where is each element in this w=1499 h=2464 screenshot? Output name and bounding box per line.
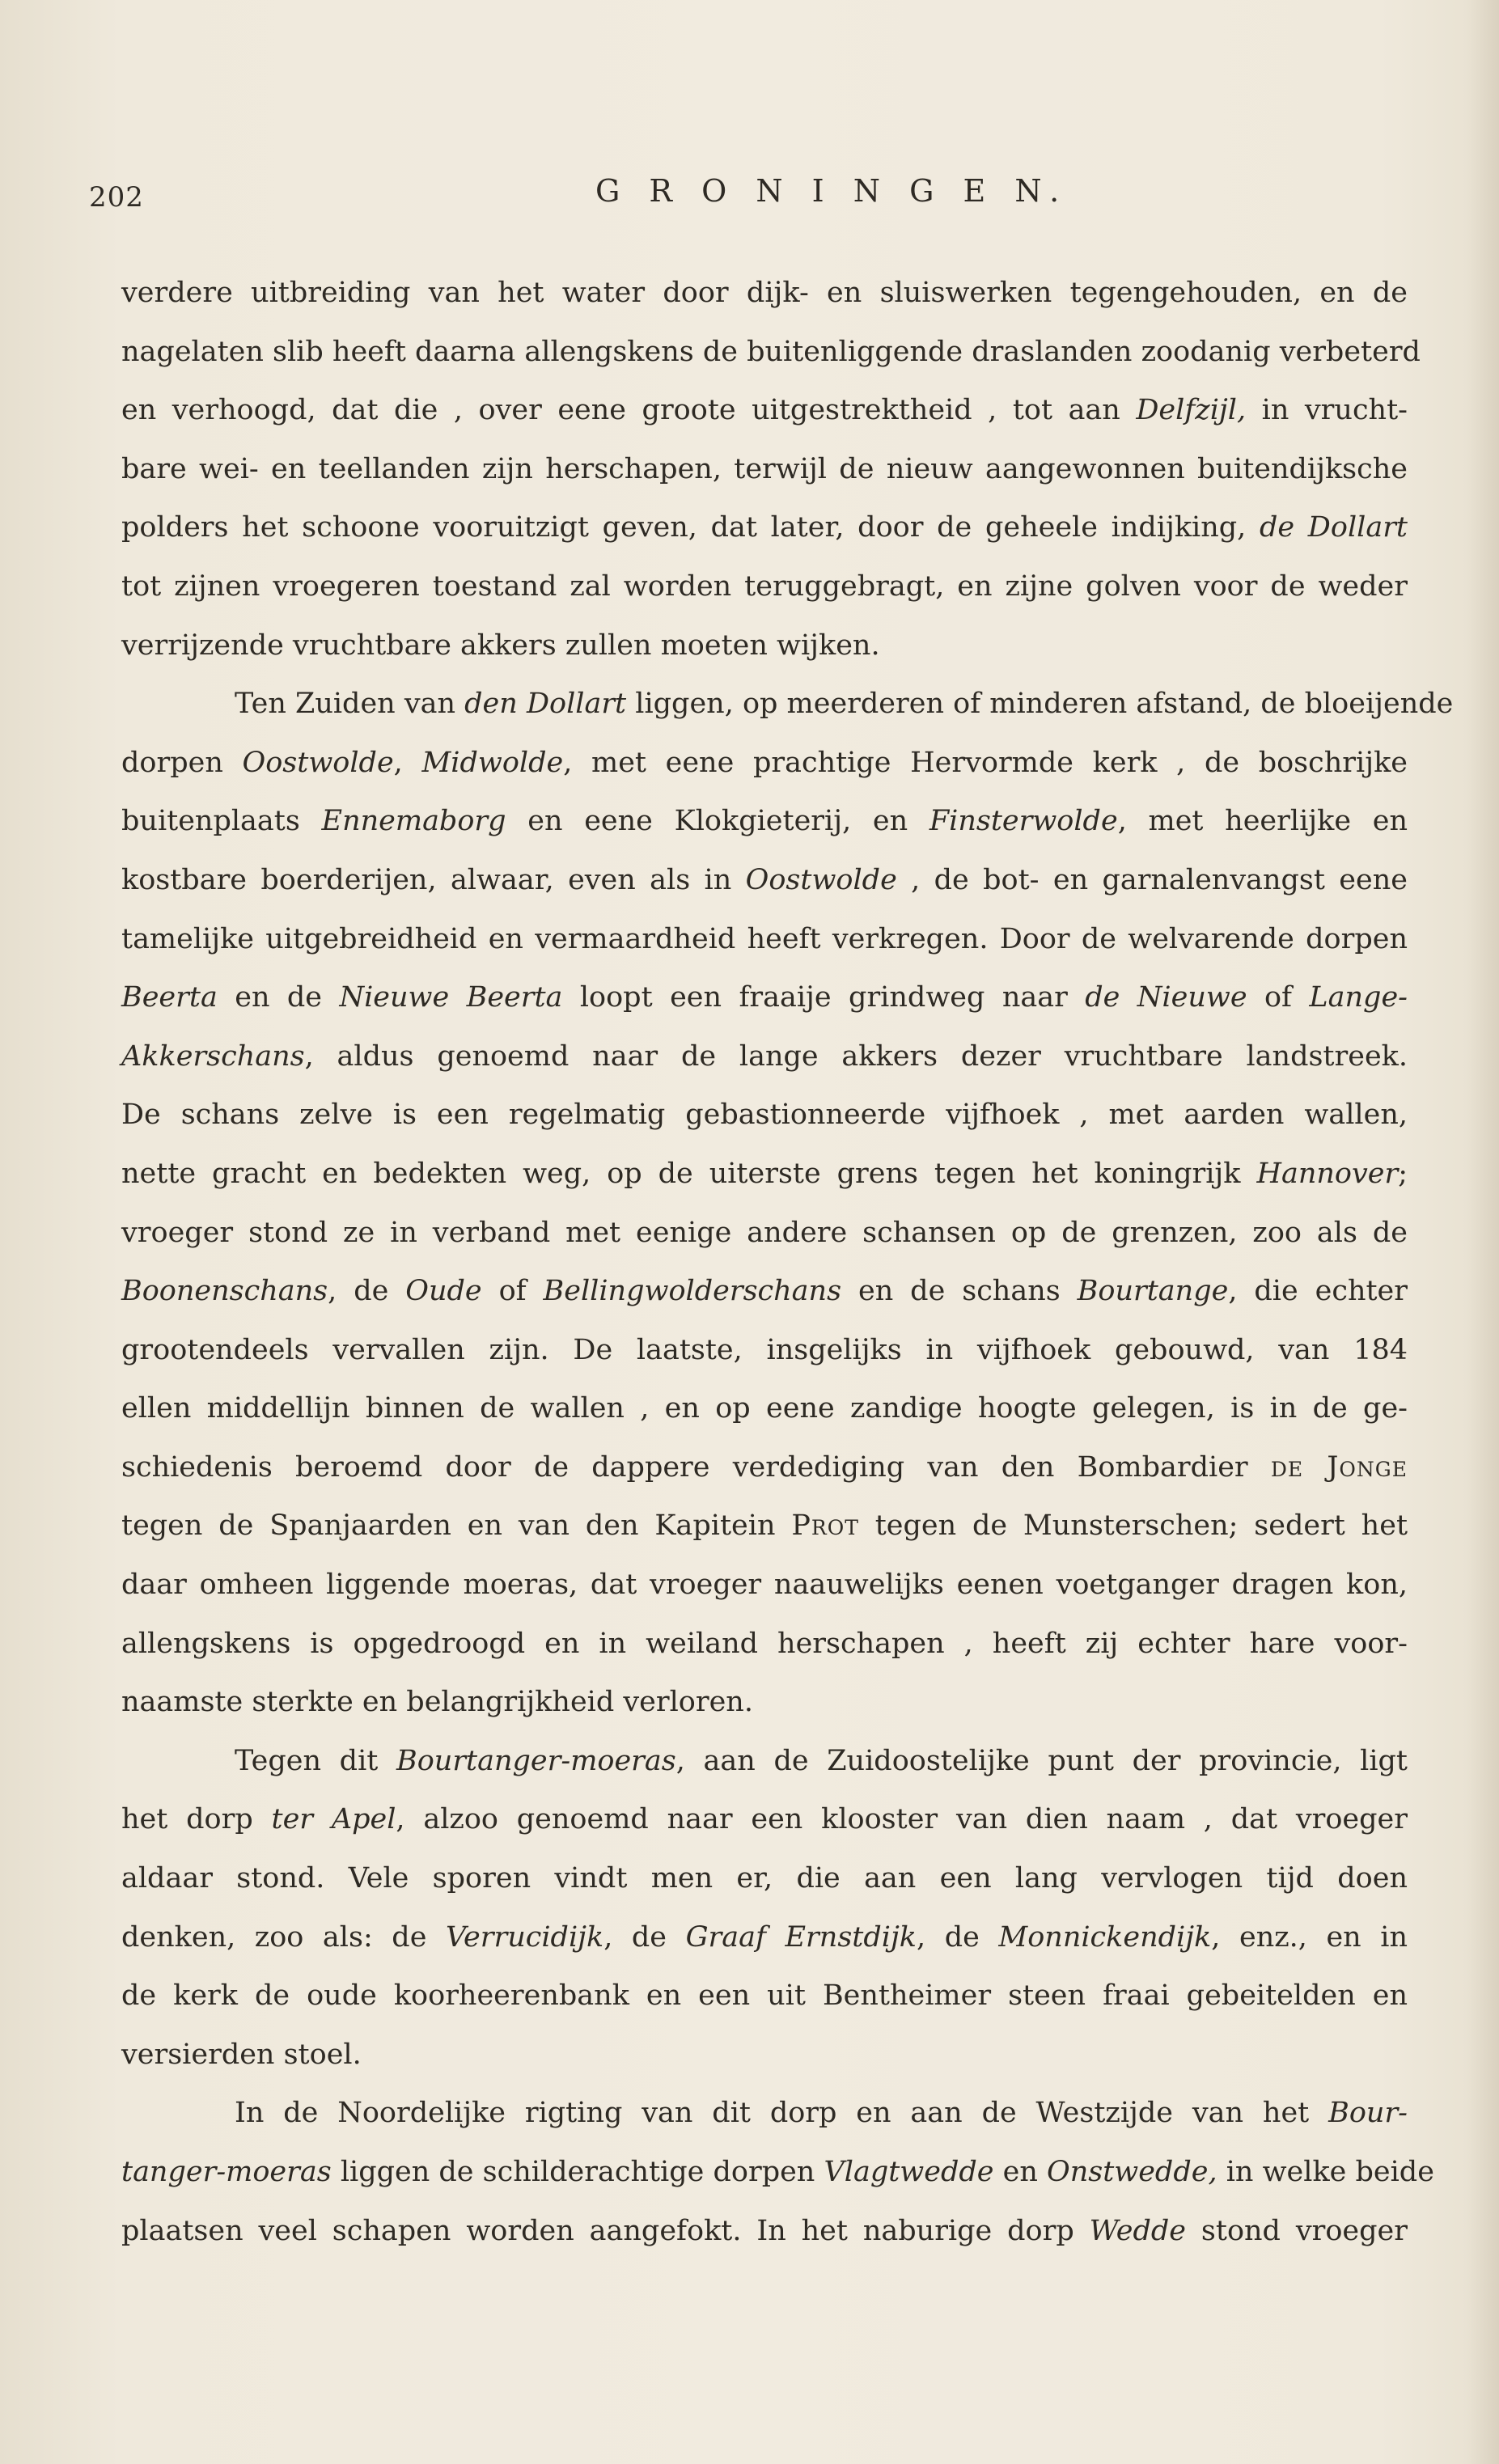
page-number: 202 [89,181,144,214]
text-line: daar omheen liggende moeras, dat vroeger naauwelijks eenen voetganger dragen kon, [121,1569,1408,1602]
text-line: grootendeels vervallen zijn. De laatste, insgelijks in vijfhoek gebouwd, van 184 [121,1333,1408,1366]
text-line: vroeger stond ze in verband met eenige andere schansen op de grenzen, zoo als de [121,1216,1408,1249]
text-line: nette gracht en bedekten weg, op de uiterste grens tegen het koningrijk Hannover; [121,1157,1408,1190]
text-line: In de Noordelijke rigting van dit dorp en aan de Westzijde van het Bour- [235,2097,1408,2130]
text-line: versierden stoel. [121,2038,362,2071]
text-line: Akkerschans, aldus genoemd naar de lange akkers dezer vruchtbare landstreek. [121,1039,1408,1073]
text-line: De schans zelve is een regelmatig gebastionneerde vijfhoek , met aarden wallen, [121,1099,1408,1132]
text-line: kostbare boerderijen, alwaar, even als in Oostwolde , de bot- en garnalenvangst eene [121,863,1408,896]
text-line: aldaar stond. Vele sporen vindt men er, die aan een lang vervlogen tijd doen [121,1862,1408,1895]
text-line: Boonenschans, de Oude of Bellingwolderschans en de schans Bourtange, die echter [121,1275,1408,1308]
text-line: tot zijnen vroegeren toestand zal worden teruggebragt, en zijne golven voor de weder [121,569,1408,603]
text-line: bare wei- en teellanden zijn herschapen, terwijl de nieuw aangewonnen buitendijksche [121,452,1408,485]
text-line: Ten Zuiden van den Dollart liggen, op meerderen of minderen afstand, de bloeijende [235,688,1454,721]
text-line: naamste sterkte en belangrijkheid verloren. [121,1686,753,1719]
text-line: tamelijke uitgebreidheid en vermaardheid heeft verkregen. Door de welvarende dorpen [121,922,1408,955]
text-line: nagelaten slib heeft daarna allengskens de buitenliggende draslanden zoodanig verbeterd [121,335,1421,368]
text-line: plaatsen veel schapen worden aangefokt. In het naburige dorp Wedde stond vroeger [121,2214,1408,2247]
text-line: allengskens is opgedroogd en in weiland herschapen , heeft zij echter hare voor- [121,1627,1408,1660]
text-line: de kerk de oude koorheerenbank en een uit Bentheimer steen fraai gebeitelden en [121,1979,1408,2013]
text-line: ellen middellijn binnen de wallen , en op eene zandige hoogte gelegen, is in de ge- [121,1392,1408,1425]
text-line: denken, zoo als: de Verrucidijk, de Graaf Ernstdijk, de Monnickendijk, enz., en in [121,1920,1408,1954]
text-line: Beerta en de Nieuwe Beerta loopt een fraaije grindweg naar de Nieuwe of Lange- [121,981,1408,1014]
text-line: tegen de Spanjaarden en van den Kapitein Prot tegen de Munsterschen; sedert het [121,1509,1408,1543]
text-line: Tegen dit Bourtanger-moeras, aan de Zuidoostelijke punt der provincie, ligt [235,1744,1408,1777]
text-line: polders het schoone vooruitzigt geven, dat later, door de geheele indijking, de Dollart [121,511,1408,544]
text-line: het dorp ter Apel, alzoo genoemd naar een klooster van dien naam , dat vroeger [121,1803,1408,1836]
page-edge-shadow [1467,0,1499,2464]
text-line: dorpen Oostwolde, Midwolde, met eene prachtige Hervormde kerk , de boschrijke [121,746,1408,779]
body-text [121,264,1454,2260]
text-line: verrijzende vruchtbare akkers zullen moeten wijken. [121,629,880,662]
text-line: tanger-moeras liggen de schilderachtige dorpen Vlagtwedde en Onstwedde, in welke beide [121,2156,1434,2188]
text-line: schiedenis beroemd door de dappere verdediging van den Bombardier de Jonge [121,1450,1408,1484]
text-line: verdere uitbreiding van het water door dijk- en sluiswerken tegengehouden, en de [121,277,1408,309]
running-head-title: G R O N I N G E N. [595,173,1069,209]
text-line: en verhoogd, dat die , over eene groote uitgestrektheid , tot aan Delfzijl, in vrucht- [121,394,1408,427]
text-line: buitenplaats Ennemaborg en eene Klokgieterij, en Finsterwolde, met heerlijke en [121,805,1408,838]
